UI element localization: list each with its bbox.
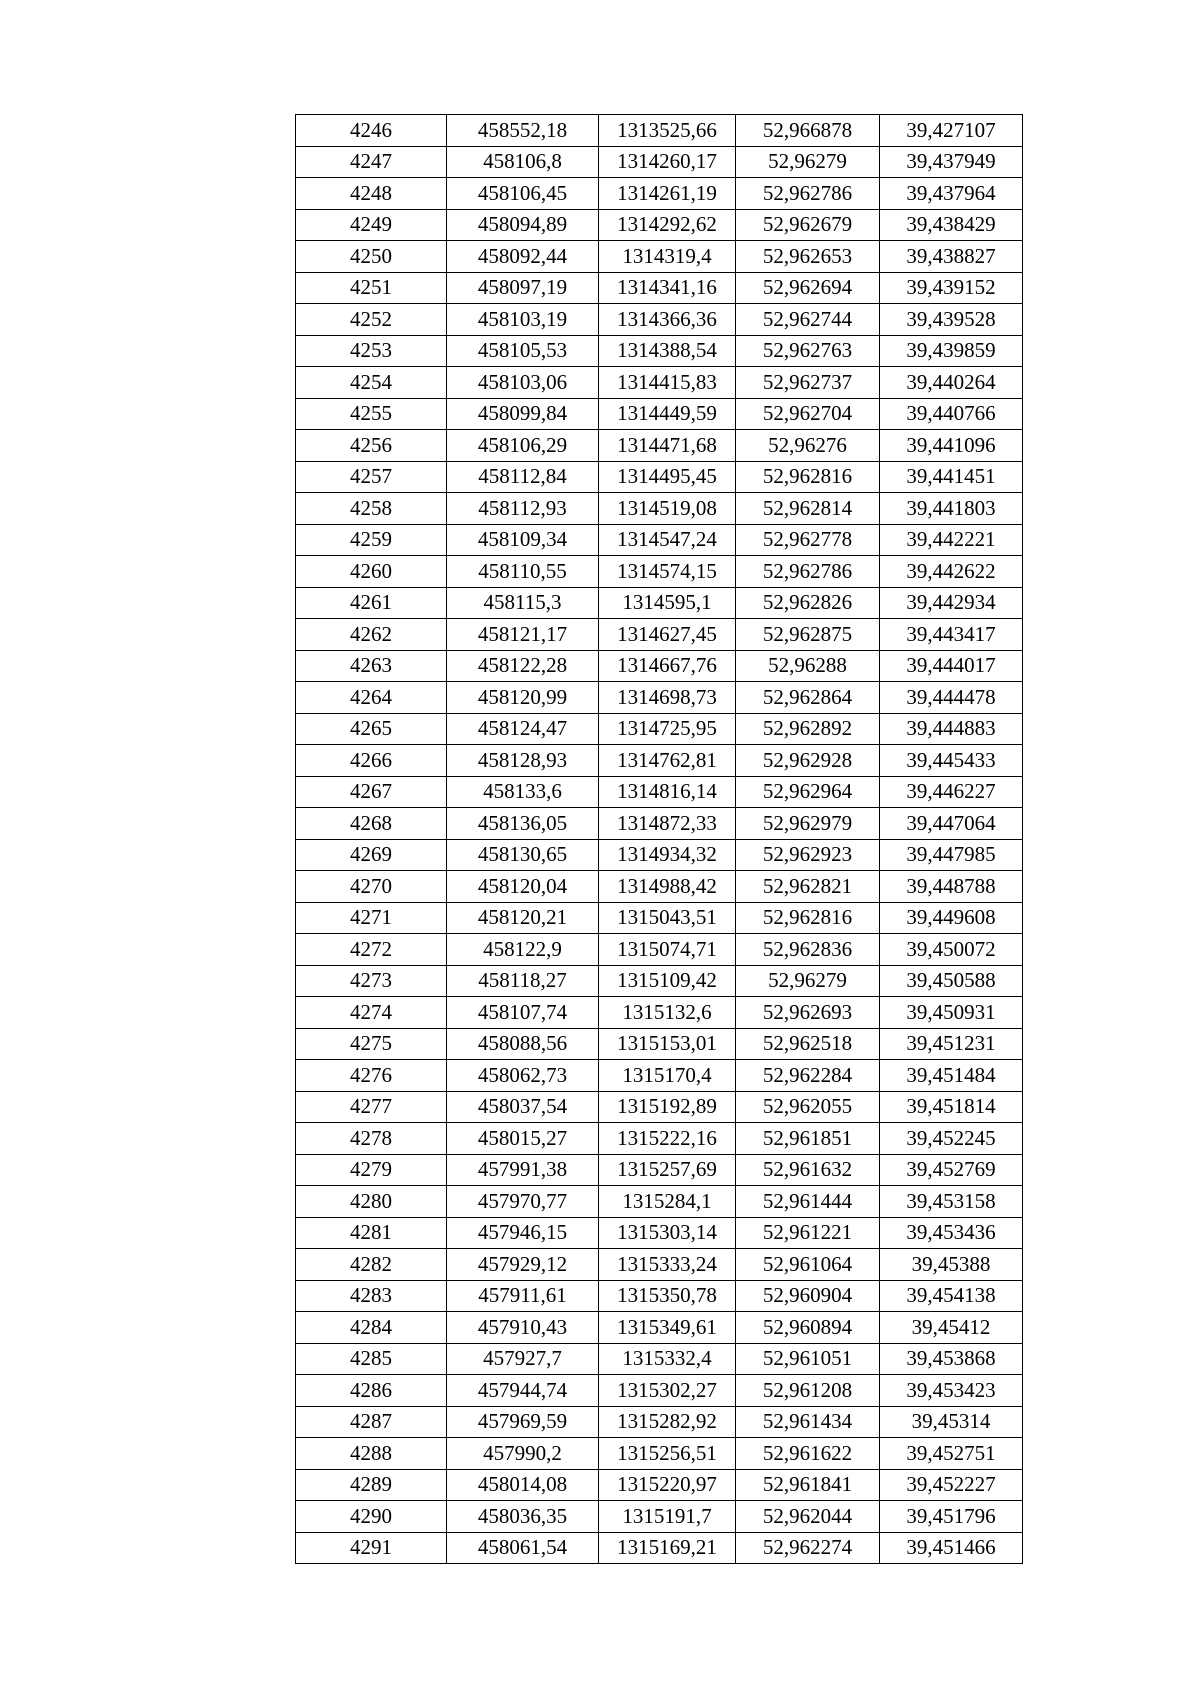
longitude-cell: 39,447064 — [880, 808, 1023, 840]
longitude-cell: 39,439859 — [880, 335, 1023, 367]
latitude-cell: 52,96279 — [736, 146, 880, 178]
latitude-cell: 52,962826 — [736, 587, 880, 619]
longitude-cell: 39,451484 — [880, 1060, 1023, 1092]
latitude-cell: 52,962044 — [736, 1501, 880, 1533]
point-number-cell: 4275 — [296, 1028, 447, 1060]
y-coordinate-cell: 1314495,45 — [599, 461, 736, 493]
latitude-cell: 52,962864 — [736, 682, 880, 714]
longitude-cell: 39,451466 — [880, 1532, 1023, 1564]
longitude-cell: 39,452227 — [880, 1469, 1023, 1501]
x-coordinate-cell: 458036,35 — [447, 1501, 599, 1533]
table-row — [296, 1438, 1023, 1470]
latitude-cell: 52,962979 — [736, 808, 880, 840]
point-number-cell: 4277 — [296, 1091, 447, 1123]
latitude-cell: 52,962737 — [736, 367, 880, 399]
latitude-cell: 52,962816 — [736, 902, 880, 934]
y-coordinate-cell: 1314519,08 — [599, 493, 736, 525]
table-row — [296, 587, 1023, 619]
table-row — [296, 493, 1023, 525]
point-number-cell: 4260 — [296, 556, 447, 588]
table-row — [296, 1375, 1023, 1407]
longitude-cell: 39,443417 — [880, 619, 1023, 651]
longitude-cell: 39,444017 — [880, 650, 1023, 682]
y-coordinate-cell: 1315074,71 — [599, 934, 736, 966]
table-row — [296, 1469, 1023, 1501]
y-coordinate-cell: 1314261,19 — [599, 178, 736, 210]
latitude-cell: 52,961622 — [736, 1438, 880, 1470]
table-row — [296, 650, 1023, 682]
x-coordinate-cell: 458097,19 — [447, 272, 599, 304]
y-coordinate-cell: 1314934,32 — [599, 839, 736, 871]
latitude-cell: 52,961208 — [736, 1375, 880, 1407]
point-number-cell: 4269 — [296, 839, 447, 871]
latitude-cell: 52,96288 — [736, 650, 880, 682]
point-number-cell: 4249 — [296, 209, 447, 241]
point-number-cell: 4254 — [296, 367, 447, 399]
y-coordinate-cell: 1315333,24 — [599, 1249, 736, 1281]
y-coordinate-cell: 1314816,14 — [599, 776, 736, 808]
x-coordinate-cell: 458088,56 — [447, 1028, 599, 1060]
x-coordinate-cell: 458107,74 — [447, 997, 599, 1029]
y-coordinate-cell: 1315132,6 — [599, 997, 736, 1029]
longitude-cell: 39,452751 — [880, 1438, 1023, 1470]
table-row — [296, 115, 1023, 147]
latitude-cell: 52,962763 — [736, 335, 880, 367]
point-number-cell: 4250 — [296, 241, 447, 273]
latitude-cell: 52,962923 — [736, 839, 880, 871]
latitude-cell: 52,962786 — [736, 556, 880, 588]
table-row — [296, 398, 1023, 430]
point-number-cell: 4276 — [296, 1060, 447, 1092]
point-number-cell: 4272 — [296, 934, 447, 966]
point-number-cell: 4266 — [296, 745, 447, 777]
latitude-cell: 52,962928 — [736, 745, 880, 777]
y-coordinate-cell: 1314547,24 — [599, 524, 736, 556]
y-coordinate-cell: 1315349,61 — [599, 1312, 736, 1344]
point-number-cell: 4274 — [296, 997, 447, 1029]
point-number-cell: 4261 — [296, 587, 447, 619]
table-row — [296, 1060, 1023, 1092]
y-coordinate-cell: 1314698,73 — [599, 682, 736, 714]
x-coordinate-cell: 458552,18 — [447, 115, 599, 147]
longitude-cell: 39,453423 — [880, 1375, 1023, 1407]
latitude-cell: 52,96279 — [736, 965, 880, 997]
x-coordinate-cell: 457911,61 — [447, 1280, 599, 1312]
x-coordinate-cell: 458136,05 — [447, 808, 599, 840]
point-number-cell: 4281 — [296, 1217, 447, 1249]
y-coordinate-cell: 1314341,16 — [599, 272, 736, 304]
y-coordinate-cell: 1314471,68 — [599, 430, 736, 462]
table-row — [296, 713, 1023, 745]
longitude-cell: 39,440264 — [880, 367, 1023, 399]
x-coordinate-cell: 457927,7 — [447, 1343, 599, 1375]
x-coordinate-cell: 458121,17 — [447, 619, 599, 651]
point-number-cell: 4267 — [296, 776, 447, 808]
x-coordinate-cell: 457969,59 — [447, 1406, 599, 1438]
table-row — [296, 556, 1023, 588]
x-coordinate-cell: 458124,47 — [447, 713, 599, 745]
y-coordinate-cell: 1315153,01 — [599, 1028, 736, 1060]
x-coordinate-cell: 458106,45 — [447, 178, 599, 210]
x-coordinate-cell: 458106,29 — [447, 430, 599, 462]
table-row — [296, 871, 1023, 903]
x-coordinate-cell: 458105,53 — [447, 335, 599, 367]
latitude-cell: 52,962694 — [736, 272, 880, 304]
latitude-cell: 52,962518 — [736, 1028, 880, 1060]
latitude-cell: 52,962836 — [736, 934, 880, 966]
y-coordinate-cell: 1315222,16 — [599, 1123, 736, 1155]
longitude-cell: 39,448788 — [880, 871, 1023, 903]
longitude-cell: 39,450588 — [880, 965, 1023, 997]
x-coordinate-cell: 458122,9 — [447, 934, 599, 966]
longitude-cell: 39,453158 — [880, 1186, 1023, 1218]
longitude-cell: 39,450931 — [880, 997, 1023, 1029]
latitude-cell: 52,960904 — [736, 1280, 880, 1312]
table-row — [296, 839, 1023, 871]
longitude-cell: 39,446227 — [880, 776, 1023, 808]
y-coordinate-cell: 1314292,62 — [599, 209, 736, 241]
table-row — [296, 241, 1023, 273]
x-coordinate-cell: 458103,19 — [447, 304, 599, 336]
y-coordinate-cell: 1315303,14 — [599, 1217, 736, 1249]
table-row — [296, 682, 1023, 714]
y-coordinate-cell: 1314762,81 — [599, 745, 736, 777]
point-number-cell: 4251 — [296, 272, 447, 304]
point-number-cell: 4262 — [296, 619, 447, 651]
longitude-cell: 39,441096 — [880, 430, 1023, 462]
point-number-cell: 4270 — [296, 871, 447, 903]
x-coordinate-cell: 458120,04 — [447, 871, 599, 903]
latitude-cell: 52,962704 — [736, 398, 880, 430]
point-number-cell: 4265 — [296, 713, 447, 745]
longitude-cell: 39,45412 — [880, 1312, 1023, 1344]
latitude-cell: 52,962653 — [736, 241, 880, 273]
longitude-cell: 39,444478 — [880, 682, 1023, 714]
longitude-cell: 39,440766 — [880, 398, 1023, 430]
table-row — [296, 304, 1023, 336]
table-row — [296, 808, 1023, 840]
table-row — [296, 965, 1023, 997]
latitude-cell: 52,962778 — [736, 524, 880, 556]
y-coordinate-cell: 1315332,4 — [599, 1343, 736, 1375]
point-number-cell: 4259 — [296, 524, 447, 556]
x-coordinate-cell: 458120,99 — [447, 682, 599, 714]
y-coordinate-cell: 1314988,42 — [599, 871, 736, 903]
table-row — [296, 997, 1023, 1029]
longitude-cell: 39,450072 — [880, 934, 1023, 966]
y-coordinate-cell: 1315191,7 — [599, 1501, 736, 1533]
latitude-cell: 52,962055 — [736, 1091, 880, 1123]
table-row — [296, 461, 1023, 493]
x-coordinate-cell: 458118,27 — [447, 965, 599, 997]
longitude-cell: 39,452245 — [880, 1123, 1023, 1155]
table-row — [296, 524, 1023, 556]
latitude-cell: 52,962814 — [736, 493, 880, 525]
latitude-cell: 52,961051 — [736, 1343, 880, 1375]
x-coordinate-cell: 458110,55 — [447, 556, 599, 588]
x-coordinate-cell: 458120,21 — [447, 902, 599, 934]
table-row — [296, 1217, 1023, 1249]
longitude-cell: 39,437949 — [880, 146, 1023, 178]
latitude-cell: 52,961064 — [736, 1249, 880, 1281]
longitude-cell: 39,45314 — [880, 1406, 1023, 1438]
x-coordinate-cell: 457929,12 — [447, 1249, 599, 1281]
y-coordinate-cell: 1314366,36 — [599, 304, 736, 336]
latitude-cell: 52,962816 — [736, 461, 880, 493]
x-coordinate-cell: 458015,27 — [447, 1123, 599, 1155]
y-coordinate-cell: 1314627,45 — [599, 619, 736, 651]
point-number-cell: 4252 — [296, 304, 447, 336]
y-coordinate-cell: 1315302,27 — [599, 1375, 736, 1407]
point-number-cell: 4271 — [296, 902, 447, 934]
y-coordinate-cell: 1313525,66 — [599, 115, 736, 147]
table-row — [296, 1028, 1023, 1060]
longitude-cell: 39,442221 — [880, 524, 1023, 556]
latitude-cell: 52,961841 — [736, 1469, 880, 1501]
latitude-cell: 52,960894 — [736, 1312, 880, 1344]
latitude-cell: 52,962744 — [736, 304, 880, 336]
point-number-cell: 4280 — [296, 1186, 447, 1218]
x-coordinate-cell: 458061,54 — [447, 1532, 599, 1564]
longitude-cell: 39,447985 — [880, 839, 1023, 871]
x-coordinate-cell: 458037,54 — [447, 1091, 599, 1123]
longitude-cell: 39,451796 — [880, 1501, 1023, 1533]
latitude-cell: 52,961434 — [736, 1406, 880, 1438]
point-number-cell: 4246 — [296, 115, 447, 147]
longitude-cell: 39,449608 — [880, 902, 1023, 934]
x-coordinate-cell: 458103,06 — [447, 367, 599, 399]
latitude-cell: 52,962892 — [736, 713, 880, 745]
x-coordinate-cell: 458106,8 — [447, 146, 599, 178]
latitude-cell: 52,961632 — [736, 1154, 880, 1186]
table-row — [296, 430, 1023, 462]
x-coordinate-cell: 458094,89 — [447, 209, 599, 241]
point-number-cell: 4247 — [296, 146, 447, 178]
table-row — [296, 367, 1023, 399]
x-coordinate-cell: 458099,84 — [447, 398, 599, 430]
latitude-cell: 52,962274 — [736, 1532, 880, 1564]
longitude-cell: 39,442934 — [880, 587, 1023, 619]
x-coordinate-cell: 458014,08 — [447, 1469, 599, 1501]
y-coordinate-cell: 1314319,4 — [599, 241, 736, 273]
x-coordinate-cell: 458128,93 — [447, 745, 599, 777]
y-coordinate-cell: 1314260,17 — [599, 146, 736, 178]
longitude-cell: 39,451231 — [880, 1028, 1023, 1060]
table-row — [296, 272, 1023, 304]
x-coordinate-cell: 457991,38 — [447, 1154, 599, 1186]
table-row — [296, 934, 1023, 966]
latitude-cell: 52,962875 — [736, 619, 880, 651]
point-number-cell: 4248 — [296, 178, 447, 210]
longitude-cell: 39,439152 — [880, 272, 1023, 304]
y-coordinate-cell: 1315192,89 — [599, 1091, 736, 1123]
x-coordinate-cell: 457990,2 — [447, 1438, 599, 1470]
longitude-cell: 39,438827 — [880, 241, 1023, 273]
y-coordinate-cell: 1315257,69 — [599, 1154, 736, 1186]
longitude-cell: 39,445433 — [880, 745, 1023, 777]
latitude-cell: 52,966878 — [736, 115, 880, 147]
y-coordinate-cell: 1315109,42 — [599, 965, 736, 997]
latitude-cell: 52,961851 — [736, 1123, 880, 1155]
longitude-cell: 39,452769 — [880, 1154, 1023, 1186]
point-number-cell: 4288 — [296, 1438, 447, 1470]
point-number-cell: 4291 — [296, 1532, 447, 1564]
point-number-cell: 4278 — [296, 1123, 447, 1155]
table-row — [296, 209, 1023, 241]
y-coordinate-cell: 1315170,4 — [599, 1060, 736, 1092]
longitude-cell: 39,427107 — [880, 115, 1023, 147]
point-number-cell: 4290 — [296, 1501, 447, 1533]
table-row — [296, 1343, 1023, 1375]
longitude-cell: 39,45388 — [880, 1249, 1023, 1281]
coordinates-table — [295, 114, 1023, 1564]
x-coordinate-cell: 457910,43 — [447, 1312, 599, 1344]
x-coordinate-cell: 458092,44 — [447, 241, 599, 273]
longitude-cell: 39,453436 — [880, 1217, 1023, 1249]
x-coordinate-cell: 458112,84 — [447, 461, 599, 493]
point-number-cell: 4287 — [296, 1406, 447, 1438]
latitude-cell: 52,961444 — [736, 1186, 880, 1218]
longitude-cell: 39,441451 — [880, 461, 1023, 493]
x-coordinate-cell: 458133,6 — [447, 776, 599, 808]
longitude-cell: 39,437964 — [880, 178, 1023, 210]
table-row — [296, 902, 1023, 934]
table-row — [296, 619, 1023, 651]
y-coordinate-cell: 1315284,1 — [599, 1186, 736, 1218]
x-coordinate-cell: 458115,3 — [447, 587, 599, 619]
point-number-cell: 4263 — [296, 650, 447, 682]
table-row — [296, 335, 1023, 367]
point-number-cell: 4273 — [296, 965, 447, 997]
y-coordinate-cell: 1314872,33 — [599, 808, 736, 840]
x-coordinate-cell: 458109,34 — [447, 524, 599, 556]
point-number-cell: 4279 — [296, 1154, 447, 1186]
x-coordinate-cell: 457944,74 — [447, 1375, 599, 1407]
latitude-cell: 52,962821 — [736, 871, 880, 903]
point-number-cell: 4268 — [296, 808, 447, 840]
y-coordinate-cell: 1315256,51 — [599, 1438, 736, 1470]
longitude-cell: 39,453868 — [880, 1343, 1023, 1375]
y-coordinate-cell: 1315220,97 — [599, 1469, 736, 1501]
longitude-cell: 39,454138 — [880, 1280, 1023, 1312]
y-coordinate-cell: 1314667,76 — [599, 650, 736, 682]
y-coordinate-cell: 1314595,1 — [599, 587, 736, 619]
y-coordinate-cell: 1314449,59 — [599, 398, 736, 430]
latitude-cell: 52,962693 — [736, 997, 880, 1029]
point-number-cell: 4256 — [296, 430, 447, 462]
x-coordinate-cell: 457970,77 — [447, 1186, 599, 1218]
latitude-cell: 52,962284 — [736, 1060, 880, 1092]
latitude-cell: 52,961221 — [736, 1217, 880, 1249]
point-number-cell: 4286 — [296, 1375, 447, 1407]
table-row — [296, 1249, 1023, 1281]
table-row — [296, 1501, 1023, 1533]
point-number-cell: 4282 — [296, 1249, 447, 1281]
latitude-cell: 52,962964 — [736, 776, 880, 808]
point-number-cell: 4258 — [296, 493, 447, 525]
longitude-cell: 39,444883 — [880, 713, 1023, 745]
longitude-cell: 39,442622 — [880, 556, 1023, 588]
x-coordinate-cell: 458130,65 — [447, 839, 599, 871]
point-number-cell: 4283 — [296, 1280, 447, 1312]
table-row — [296, 1154, 1023, 1186]
point-number-cell: 4285 — [296, 1343, 447, 1375]
table-row — [296, 745, 1023, 777]
longitude-cell: 39,439528 — [880, 304, 1023, 336]
longitude-cell: 39,451814 — [880, 1091, 1023, 1123]
y-coordinate-cell: 1314388,54 — [599, 335, 736, 367]
table-row — [296, 146, 1023, 178]
x-coordinate-cell: 458062,73 — [447, 1060, 599, 1092]
point-number-cell: 4289 — [296, 1469, 447, 1501]
table-row — [296, 1280, 1023, 1312]
table-row — [296, 178, 1023, 210]
table-row — [296, 1091, 1023, 1123]
y-coordinate-cell: 1315169,21 — [599, 1532, 736, 1564]
point-number-cell: 4255 — [296, 398, 447, 430]
latitude-cell: 52,962786 — [736, 178, 880, 210]
point-number-cell: 4264 — [296, 682, 447, 714]
table-row — [296, 1186, 1023, 1218]
longitude-cell: 39,438429 — [880, 209, 1023, 241]
x-coordinate-cell: 458112,93 — [447, 493, 599, 525]
table-row — [296, 776, 1023, 808]
x-coordinate-cell: 457946,15 — [447, 1217, 599, 1249]
point-number-cell: 4284 — [296, 1312, 447, 1344]
y-coordinate-cell: 1315282,92 — [599, 1406, 736, 1438]
y-coordinate-cell: 1315043,51 — [599, 902, 736, 934]
table-row — [296, 1532, 1023, 1564]
point-number-cell: 4257 — [296, 461, 447, 493]
latitude-cell: 52,962679 — [736, 209, 880, 241]
y-coordinate-cell: 1314415,83 — [599, 367, 736, 399]
longitude-cell: 39,441803 — [880, 493, 1023, 525]
point-number-cell: 4253 — [296, 335, 447, 367]
y-coordinate-cell: 1314725,95 — [599, 713, 736, 745]
table-row — [296, 1123, 1023, 1155]
y-coordinate-cell: 1314574,15 — [599, 556, 736, 588]
table-row — [296, 1312, 1023, 1344]
table-row — [296, 1406, 1023, 1438]
latitude-cell: 52,96276 — [736, 430, 880, 462]
coordinates-table-body — [296, 115, 1023, 1564]
x-coordinate-cell: 458122,28 — [447, 650, 599, 682]
y-coordinate-cell: 1315350,78 — [599, 1280, 736, 1312]
